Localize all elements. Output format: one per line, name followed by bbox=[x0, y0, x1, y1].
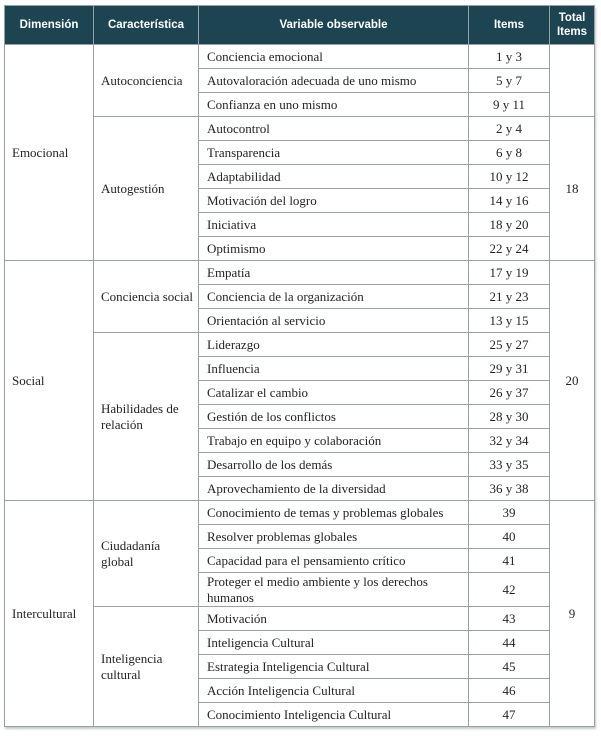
variable-cell: Conciencia emocional bbox=[199, 45, 469, 69]
items-cell: 46 bbox=[469, 679, 550, 703]
table-body bbox=[5, 45, 595, 727]
items-cell: 25 y 27 bbox=[469, 333, 550, 357]
items-cell: 2 y 4 bbox=[469, 117, 550, 141]
col-header-total-items bbox=[550, 6, 595, 45]
variable-cell: Resolver problemas globales bbox=[199, 525, 469, 549]
variable-cell: Adaptabilidad bbox=[199, 165, 469, 189]
items-cell: 43 bbox=[469, 607, 550, 631]
characteristic-cell-conciencia-social: Conciencia social bbox=[94, 261, 199, 333]
variable-cell: Motivación bbox=[199, 607, 469, 631]
total-header-line2: Items bbox=[556, 26, 588, 38]
variable-cell: Capacidad para el pensamiento crítico bbox=[199, 549, 469, 573]
variable-cell: Conciencia de la organización bbox=[199, 285, 469, 309]
variable-cell: Influencia bbox=[199, 357, 469, 381]
variable-cell: Desarrollo de los demás bbox=[199, 453, 469, 477]
total-cell-intercultural: 9 bbox=[550, 501, 595, 727]
items-cell: 10 y 12 bbox=[469, 165, 550, 189]
total-header-line1: Total bbox=[558, 11, 586, 24]
total-cell-social: 20 bbox=[550, 261, 595, 501]
variable-cell: Motivación del logro bbox=[199, 189, 469, 213]
items-cell: 18 y 20 bbox=[469, 213, 550, 237]
items-cell: 22 y 24 bbox=[469, 237, 550, 261]
dimension-cell-social: Social bbox=[5, 261, 94, 501]
items-cell: 39 bbox=[469, 501, 550, 525]
variable-cell: Inteligencia Cultural bbox=[199, 631, 469, 655]
items-cell: 28 y 30 bbox=[469, 405, 550, 429]
items-cell: 40 bbox=[469, 525, 550, 549]
total-cell-empty bbox=[550, 45, 595, 117]
variable-cell: Empatía bbox=[199, 261, 469, 285]
col-header-dimension: Dimensión bbox=[5, 6, 94, 45]
variable-cell: Transparencia bbox=[199, 141, 469, 165]
table-row bbox=[5, 501, 595, 525]
characteristic-cell-habilidades-relacion: Habilidades de relación bbox=[94, 333, 199, 501]
col-header-characteristic: Característica bbox=[94, 6, 199, 45]
variable-cell: Iniciativa bbox=[199, 213, 469, 237]
table-row bbox=[5, 607, 595, 631]
items-cell: 47 bbox=[469, 703, 550, 727]
table-row bbox=[5, 333, 595, 357]
items-cell: 13 y 15 bbox=[469, 309, 550, 333]
items-cell: 14 y 16 bbox=[469, 189, 550, 213]
items-cell: 21 y 23 bbox=[469, 285, 550, 309]
table-row bbox=[5, 261, 595, 285]
items-cell: 41 bbox=[469, 549, 550, 573]
items-cell: 36 y 38 bbox=[469, 477, 550, 501]
total-cell-emocional: 18 bbox=[550, 117, 595, 261]
items-cell: 6 y 8 bbox=[469, 141, 550, 165]
items-cell: 1 y 3 bbox=[469, 45, 550, 69]
variable-cell: Autovaloración adecuada de uno mismo bbox=[199, 69, 469, 93]
variable-cell: Liderazgo bbox=[199, 333, 469, 357]
variable-cell: Trabajo en equipo y colaboración bbox=[199, 429, 469, 453]
variable-cell: Gestión de los conflictos bbox=[199, 405, 469, 429]
variable-cell: Optimismo bbox=[199, 237, 469, 261]
col-header-items: Items bbox=[469, 6, 550, 45]
variable-cell: Orientación al servicio bbox=[199, 309, 469, 333]
dimensions-characteristics-table bbox=[4, 5, 595, 727]
items-cell: 45 bbox=[469, 655, 550, 679]
items-cell: 5 y 7 bbox=[469, 69, 550, 93]
characteristic-cell-ciudadania-global: Ciudadanía global bbox=[94, 501, 199, 607]
variable-cell: Autocontrol bbox=[199, 117, 469, 141]
variable-cell: Confianza en uno mismo bbox=[199, 93, 469, 117]
items-cell: 26 y 37 bbox=[469, 381, 550, 405]
dimension-cell-intercultural: Intercultural bbox=[5, 501, 94, 727]
items-cell: 29 y 31 bbox=[469, 357, 550, 381]
items-cell: 42 bbox=[469, 573, 550, 607]
table-row bbox=[5, 117, 595, 141]
variable-cell: Conocimiento de temas y problemas globales bbox=[199, 501, 469, 525]
table-row bbox=[5, 45, 595, 69]
items-cell: 32 y 34 bbox=[469, 429, 550, 453]
variable-cell: Conocimiento Inteligencia Cultural bbox=[199, 703, 469, 727]
variable-cell: Catalizar el cambio bbox=[199, 381, 469, 405]
items-cell: 44 bbox=[469, 631, 550, 655]
col-header-variable: Variable observable bbox=[199, 6, 469, 45]
table-header bbox=[5, 6, 595, 45]
variable-cell: Estrategia Inteligencia Cultural bbox=[199, 655, 469, 679]
items-cell: 9 y 11 bbox=[469, 93, 550, 117]
dimension-cell-emocional: Emocional bbox=[5, 45, 94, 261]
characteristic-cell-autogestion: Autogestión bbox=[94, 117, 199, 261]
variable-cell: Acción Inteligencia Cultural bbox=[199, 679, 469, 703]
items-cell: 17 y 19 bbox=[469, 261, 550, 285]
characteristic-cell-inteligencia-cultural: Inteligencia cultural bbox=[94, 607, 199, 727]
items-cell: 33 y 35 bbox=[469, 453, 550, 477]
variable-cell: Proteger el medio ambiente y los derechos humanos bbox=[199, 573, 469, 607]
variable-cell: Aprovechamiento de la diversidad bbox=[199, 477, 469, 501]
characteristic-cell-autoconciencia: Autoconciencia bbox=[94, 45, 199, 117]
header-row bbox=[5, 6, 595, 45]
